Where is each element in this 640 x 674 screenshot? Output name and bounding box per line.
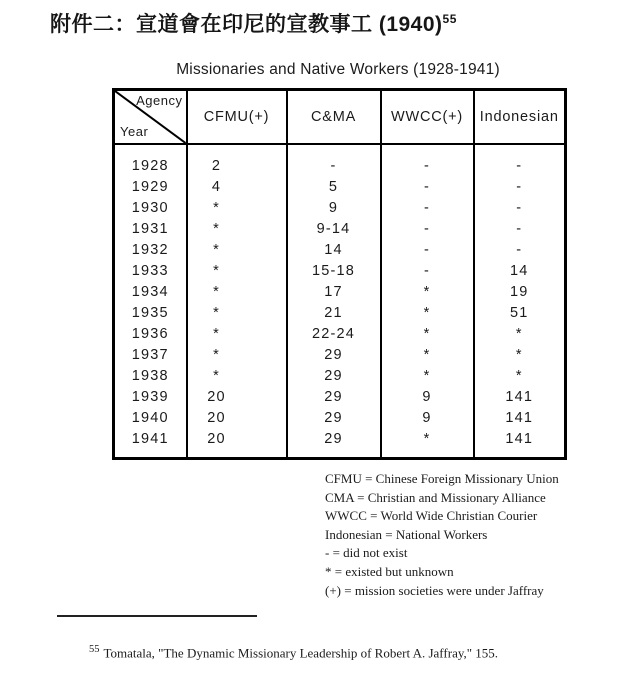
indo-value-cell: 51 [474,302,566,323]
legend-line: WWCC = World Wide Christian Courier [325,508,538,524]
year-cell: 1937 [114,344,187,365]
year-cell: 1941 [114,428,187,459]
footnote-separator [57,615,257,617]
footnote-ref: 55 [89,644,100,655]
missionaries-table [112,88,567,460]
cma-value-cell: 21 [287,302,381,323]
year-cell: 1939 [114,386,187,407]
column-header-wwcc: WWCC(+) [381,90,474,145]
indo-value-cell: 141 [474,407,566,428]
table-row [114,218,566,239]
header-row [114,90,566,145]
cfmu-value-cell: * [187,323,287,344]
corner-year-label: Year [120,124,149,139]
cma-value-cell: 14 [287,239,381,260]
wwcc-value-cell: - [381,218,474,239]
cfmu-value-cell: 20 [187,428,287,459]
indo-value-cell: - [474,144,566,176]
column-header-indonesian: Indonesian [474,90,566,145]
year-cell: 1929 [114,176,187,197]
table-title: Missionaries and Native Workers (1928-1941) [176,61,500,78]
footnote [89,644,498,661]
indo-value-cell: * [474,365,566,386]
cfmu-value-cell: 20 [187,407,287,428]
cfmu-value-cell: * [187,302,287,323]
wwcc-value-cell: * [381,302,474,323]
cma-value-cell: 29 [287,344,381,365]
year-cell: 1932 [114,239,187,260]
table-row [114,197,566,218]
wwcc-value-cell: - [381,144,474,176]
wwcc-value-cell: - [381,197,474,218]
corner-agency-label: Agency [136,93,183,108]
table-row [114,428,566,459]
indo-value-cell: * [474,344,566,365]
wwcc-value-cell: * [381,281,474,302]
title-footnote-ref: 55 [442,12,457,26]
cma-value-cell: 29 [287,365,381,386]
cma-value-cell: - [287,144,381,176]
table-row [114,386,566,407]
cma-value-cell: 9-14 [287,218,381,239]
table-row [114,281,566,302]
cfmu-value-cell: * [187,365,287,386]
year-cell: 1940 [114,407,187,428]
indo-value-cell: 141 [474,428,566,459]
footnote-text: Tomatala, "The Dynamic Missionary Leadership of Robert A. Jaffray," 155. [103,645,499,661]
indo-value-cell: - [474,197,566,218]
table-row [114,323,566,344]
table-row [114,260,566,281]
cma-value-cell: 29 [287,386,381,407]
year-cell: 1935 [114,302,187,323]
year-cell: 1933 [114,260,187,281]
cfmu-value-cell: 2 [187,144,287,176]
cma-value-cell: 22-24 [287,323,381,344]
indo-value-cell: * [474,323,566,344]
wwcc-value-cell: - [381,260,474,281]
column-header-cma: C&MA [287,90,381,145]
wwcc-value-cell: * [381,323,474,344]
cfmu-value-cell: * [187,344,287,365]
table-row [114,344,566,365]
year-cell: 1938 [114,365,187,386]
table-row [114,302,566,323]
table-row [114,407,566,428]
legend-line: Indonesian = National Workers [325,526,488,542]
cma-value-cell: 9 [287,197,381,218]
table-row [114,365,566,386]
corner-cell [114,90,187,145]
legend-line: CFMU = Chinese Foreign Missionary Union [325,471,559,486]
wwcc-value-cell: 9 [381,407,474,428]
legend-line: (+) = mission societies were under Jaffray [325,582,544,598]
column-header-cfmu: CFMU(+) [187,90,287,145]
wwcc-value-cell: - [381,239,474,260]
legend [325,470,559,600]
wwcc-value-cell: * [381,365,474,386]
cma-value-cell: 15-18 [287,260,381,281]
wwcc-value-cell: * [381,428,474,459]
cma-value-cell: 17 [287,281,381,302]
table-body [114,144,566,459]
legend-line: CMA = Christian and Missionary Alliance [325,489,546,505]
cfmu-value-cell: * [187,281,287,302]
cfmu-value-cell: * [187,260,287,281]
cfmu-value-cell: 4 [187,176,287,197]
cma-value-cell: 29 [287,428,381,459]
cfmu-value-cell: 20 [187,386,287,407]
indo-value-cell: - [474,218,566,239]
indo-value-cell: - [474,176,566,197]
cfmu-value-cell: * [187,239,287,260]
table-row [114,176,566,197]
year-cell: 1928 [114,144,187,176]
wwcc-value-cell: 9 [381,386,474,407]
legend-line: - = did not exist [325,545,408,561]
table-row [114,144,566,176]
table-row [114,239,566,260]
page-title-text: 附件二：宣道會在印尼的宣教事工 (1940) [50,13,443,36]
indo-value-cell: 141 [474,386,566,407]
indo-value-cell: - [474,239,566,260]
cfmu-value-cell: * [187,218,287,239]
indo-value-cell: 14 [474,260,566,281]
page-title [50,8,457,38]
legend-line: * = existed but unknown [325,563,454,579]
year-cell: 1936 [114,323,187,344]
year-cell: 1934 [114,281,187,302]
wwcc-value-cell: - [381,176,474,197]
cfmu-value-cell: * [187,197,287,218]
cma-value-cell: 29 [287,407,381,428]
year-cell: 1931 [114,218,187,239]
wwcc-value-cell: * [381,344,474,365]
indo-value-cell: 19 [474,281,566,302]
year-cell: 1930 [114,197,187,218]
cma-value-cell: 5 [287,176,381,197]
